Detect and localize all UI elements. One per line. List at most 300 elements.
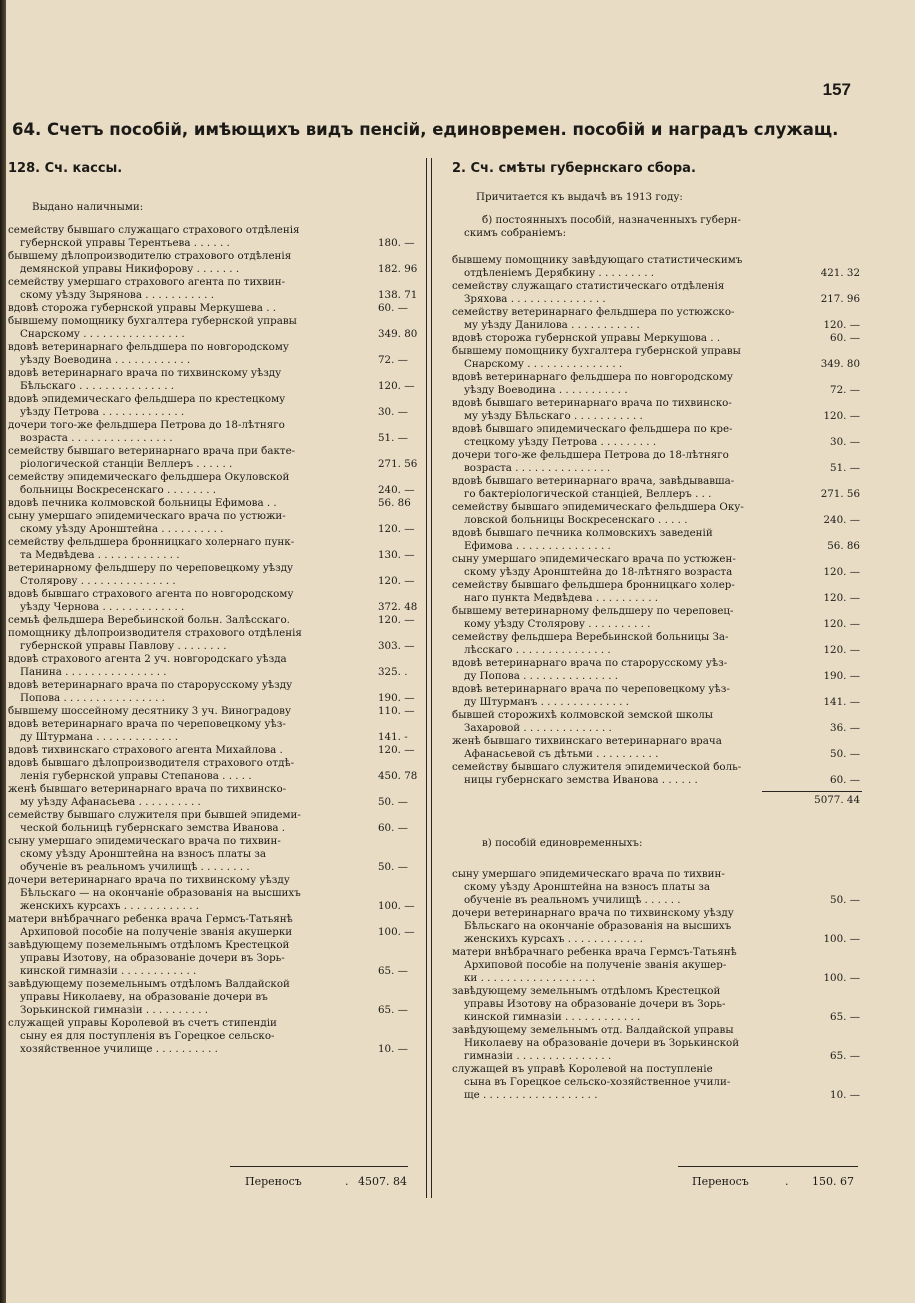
right-b-entry-description: [452, 735, 798, 761]
left-entry-line: Столярову . . . . . . . . . . . . . . .: [20, 575, 176, 587]
right-v-entry: [452, 1063, 862, 1102]
right-v-entry: [452, 1024, 862, 1063]
right-b-entry: [452, 332, 862, 345]
left-entry-amount: 60. —: [378, 302, 408, 314]
left-entry-description: [8, 627, 364, 653]
left-entry-line: вдовѣ печника колмовской больницы Ефимова . .: [8, 497, 277, 509]
right-b-entry: [452, 709, 862, 735]
left-entry-line: ческой больницѣ губернскаго земства Иванова .: [20, 822, 286, 834]
right-b-entry-description: [452, 527, 798, 553]
left-entry: [8, 744, 420, 757]
left-entry: [8, 471, 420, 497]
right-v-entry-line: женскихъ курсахъ . . . . . . . . . . . .: [464, 933, 644, 945]
left-entry-line: женскихъ курсахъ . . . . . . . . . . . .: [20, 900, 200, 912]
right-b-entry: [452, 657, 862, 683]
right-b-entry-description: [452, 553, 798, 579]
left-entry-amount: 120. —: [378, 744, 415, 756]
right-b-entry-line: семейству бывшаго фельдшера бронницкаго холер-: [452, 579, 735, 591]
left-entry-line: ленія губернской управы Степанова . . . . .: [20, 770, 252, 782]
right-b-entry-amount: 120. —: [823, 566, 860, 578]
left-entry-line: та Медвѣдева . . . . . . . . . . . . .: [20, 549, 180, 561]
right-carry-amount: 150. 67: [812, 1175, 854, 1188]
total-b-rule: [762, 791, 862, 792]
right-v-entry-line: сына въ Горецкое сельско-хозяйственное учили-: [464, 1076, 731, 1088]
left-entry: [8, 588, 420, 614]
left-entry-line: бывшему дѣлопроизводителю страхового отдѣленія: [8, 250, 292, 262]
left-entry-description: [8, 783, 364, 809]
left-entry: [8, 224, 420, 250]
right-v-entry-line: обученіе въ реальномъ училищѣ . . . . . .: [464, 894, 681, 906]
left-entry-description: [8, 978, 364, 1017]
right-b-entry: [452, 501, 862, 527]
left-entry: [8, 809, 420, 835]
left-entry-description: [8, 536, 364, 562]
left-entry-description: [8, 367, 364, 393]
left-entry-line: обученіе въ реальномъ училищѣ . . . . . . . .: [20, 861, 250, 873]
right-b-entry-line: кому уѣзду Столярову . . . . . . . . . .: [464, 618, 651, 630]
right-b-entry: [452, 579, 862, 605]
left-entry-line: Архиповой пособіе на полученіе званія акушерки: [20, 926, 293, 938]
left-entry-line: вдовѣ бывшаго страхового агента по новгородскому: [8, 588, 294, 600]
right-v-entry-description: [452, 1063, 798, 1102]
right-b-entry-line: вдовѣ бывшаго эпидемическаго фельдшера по кре-: [452, 423, 733, 435]
left-entry-amount: 138. 71: [378, 289, 418, 301]
left-entry-line: губернской управы Павлову . . . . . . . .: [20, 640, 227, 652]
left-entry-description: [8, 419, 364, 445]
right-v-entry-line: дочери ветеринарнаго врача по тихвинскому уѣзду: [452, 907, 734, 919]
left-entry-amount: 120. —: [378, 380, 415, 392]
section-title: 64. Счетъ пособій, имѣющихъ видъ пенсій, единовремен. пособій и наградъ служащ.: [12, 120, 839, 139]
left-entry: [8, 276, 420, 302]
right-v-entry-line: завѣдующему земельнымъ отдѣломъ Крестецкой: [452, 985, 721, 997]
right-b-entry-amount: 120. —: [823, 410, 860, 422]
total-b-value: 5077. 44: [814, 794, 860, 806]
left-entry-line: семейству умершаго страхового агента по тихвин-: [8, 276, 286, 288]
left-entry-line: вдовѣ ветеринарнаго врача по старорусскому уѣзду: [8, 679, 293, 691]
left-entry: [8, 510, 420, 536]
right-b-entry-amount: 60. —: [830, 332, 860, 344]
right-v-entry-line: управы Изотову на образованіе дочери въ Зорь-: [464, 998, 726, 1010]
right-b-entry-description: [452, 683, 798, 709]
left-entry: [8, 653, 420, 679]
left-entry: [8, 250, 420, 276]
left-entry-description: [8, 562, 364, 588]
left-entry-amount: 141. -: [378, 731, 408, 743]
left-entry-line: дочери ветеринарнаго врача по тихвинскому уѣзду: [8, 874, 290, 886]
left-entry-line: бывшему помощнику бухгалтера губернской управы: [8, 315, 297, 327]
left-entry-description: [8, 315, 364, 341]
right-v-entry-description: [452, 1024, 798, 1063]
right-b-entry-line: вдовѣ ветеринарнаго врача по череповецкому уѣз-: [452, 683, 730, 695]
left-entry-description: [8, 302, 364, 315]
left-entry-line: ду Штурмана . . . . . . . . . . . . .: [20, 731, 179, 743]
left-entry-amount: 120. —: [378, 614, 415, 626]
left-entry-line: уѣзду Чернова . . . . . . . . . . . . .: [20, 601, 185, 613]
right-v-entry: [452, 907, 862, 946]
left-entry-amount: 120. —: [378, 575, 415, 587]
right-b-entry-line: наго пункта Медвѣдева . . . . . . . . . .: [464, 592, 659, 604]
page-number: 157: [822, 80, 851, 99]
column-divider: [426, 158, 432, 1198]
left-entry-description: [8, 614, 364, 627]
right-b-entry-description: [452, 579, 798, 605]
right-b-entry-line: Захаровой . . . . . . . . . . . . . .: [464, 722, 612, 734]
right-v-entry: [452, 868, 862, 907]
right-b-entry-line: вдовѣ сторожа губернской управы Меркушова . .: [452, 332, 721, 344]
left-entry-line: завѣдующему поземельнымъ отдѣломъ Крестецкой: [8, 939, 290, 951]
right-b-entry-amount: 141. —: [823, 696, 860, 708]
left-entry-amount: 180. —: [378, 237, 415, 249]
right-carry-dot: .: [785, 1175, 789, 1188]
left-carry-rule: [230, 1166, 408, 1167]
left-entry-line: кинской гимназіи . . . . . . . . . . . .: [20, 965, 197, 977]
left-entry-line: вдовѣ страхового агента 2 уч. новгородскаго уѣзда: [8, 653, 287, 665]
right-v-entry-amount: 100. —: [823, 972, 860, 984]
left-entry-line: Снарскому . . . . . . . . . . . . . . . .: [20, 328, 185, 340]
left-entry: [8, 679, 420, 705]
right-b-entry-description: [452, 657, 798, 683]
left-entry-line: губернской управы Терентьева . . . . . .: [20, 237, 230, 249]
right-b-entry: [452, 553, 862, 579]
left-entry-description: [8, 809, 364, 835]
book-spine-edge: [0, 0, 6, 1303]
right-b-entry-line: сыну умершаго эпидемическаго врача по устюжен-: [452, 553, 736, 565]
right-b-entry-line: уѣзду Воеводина . . . . . . . . . . .: [464, 384, 628, 396]
right-b-entry-line: ницы губернскаго земства Иванова . . . . . .: [464, 774, 698, 786]
left-entry-line: семейству эпидемическаго фельдшера Окуловской: [8, 471, 290, 483]
left-entry-line: Попова . . . . . . . . . . . . . . . .: [20, 692, 165, 704]
left-entry-line: Бѣльскаго . . . . . . . . . . . . . . .: [20, 380, 175, 392]
left-entry-description: [8, 510, 364, 536]
right-b-entry-line: бывшему помощнику бухгалтера губернской управы: [452, 345, 741, 357]
left-entry-line: Панина . . . . . . . . . . . . . . . .: [20, 666, 167, 678]
right-v-entry-line: ки . . . . . . . . . . . . . . . . . .: [464, 972, 596, 984]
right-b-entry-description: [452, 280, 798, 306]
right-b-entry-amount: 72. —: [830, 384, 860, 396]
left-entry-description: [8, 1017, 364, 1056]
left-column-heading: 128. Сч. кассы.: [8, 161, 123, 176]
left-subheading: Выдано наличными:: [32, 201, 144, 213]
left-carry-amount: 4507. 84: [358, 1175, 407, 1188]
left-entry: [8, 718, 420, 744]
left-entry-amount: 303. —: [378, 640, 415, 652]
right-b-entry-line: ду Штурманъ . . . . . . . . . . . . . .: [464, 696, 629, 708]
right-v-entry-line: гимназіи . . . . . . . . . . . . . . .: [464, 1050, 612, 1062]
left-entry-line: вдовѣ бывшаго дѣлопроизводителя страхового отдѣ-: [8, 757, 295, 769]
right-b-entry-amount: 190. —: [823, 670, 860, 682]
left-entry-description: [8, 757, 364, 783]
right-v-entry-line: сыну умершаго эпидемическаго врача по тихвин-: [452, 868, 725, 880]
right-b-entry-line: вдовѣ бывшаго печника колмовскихъ заведеній: [452, 527, 713, 539]
right-b-entry-description: [452, 345, 798, 371]
right-b-entry-description: [452, 371, 798, 397]
left-entry-description: [8, 835, 364, 874]
right-b-entry: [452, 449, 862, 475]
left-carry-label: Переносъ: [245, 1175, 302, 1188]
left-entry-line: управы Изотову, на образованіе дочери въ Зорь-: [20, 952, 285, 964]
left-entry-line: скому уѣзду Зырянова . . . . . . . . . . .: [20, 289, 215, 301]
right-v-entry-amount: 50. —: [830, 894, 860, 906]
left-entry: [8, 705, 420, 718]
right-b-entry-line: вдовѣ бывшаго ветеринарнаго врача, завѣдывавша-: [452, 475, 735, 487]
left-entry: [8, 445, 420, 471]
right-v-entry-line: Николаеву на образованіе дочери въ Зорькинской: [464, 1037, 740, 1049]
left-entry: [8, 562, 420, 588]
left-entry-description: [8, 718, 364, 744]
left-entry-amount: 50. —: [378, 796, 408, 808]
right-b-entry: [452, 761, 862, 787]
left-entry-line: женѣ бывшаго ветеринарнаго врача по тихвинско-: [8, 783, 287, 795]
left-entry-line: сыну ея для поступленія въ Горецкое сельско-: [20, 1030, 275, 1042]
left-entry-line: больницы Воскресенскаго . . . . . . . .: [20, 484, 217, 496]
right-b-entry-line: возраста . . . . . . . . . . . . . . .: [464, 462, 611, 474]
right-b-entry: [452, 345, 862, 371]
left-entry-amount: 349. 80: [378, 328, 418, 340]
left-entry-line: вдовѣ эпидемическаго фельдшера по крестецкому: [8, 393, 286, 405]
right-b-entry: [452, 423, 862, 449]
left-entry-line: матери внѣбрачнаго ребенка врача Гермсъ-Татьянѣ: [8, 913, 293, 925]
right-b-entry-line: лѣсскаго . . . . . . . . . . . . . . .: [464, 644, 611, 656]
left-entry-amount: 182. 96: [378, 263, 418, 275]
right-b-entry-amount: 30. —: [830, 436, 860, 448]
right-entries-v-list: [452, 868, 862, 1102]
right-b-entry-line: скому уѣзду Аронштейна до 18-лѣтняго возраста: [464, 566, 733, 578]
right-v-entry-line: ще . . . . . . . . . . . . . . . . . .: [464, 1089, 598, 1101]
right-b-entry-amount: 120. —: [823, 644, 860, 656]
right-b-entry-line: семейству бывшаго эпидемическаго фельдшера Оку-: [452, 501, 744, 513]
right-b-entry-amount: 120. —: [823, 319, 860, 331]
right-b-entry-description: [452, 709, 798, 735]
right-b-entry-amount: 271. 56: [820, 488, 860, 500]
left-entry-amount: 372. 48: [378, 601, 418, 613]
left-entry-line: хозяйственное училище . . . . . . . . . .: [20, 1043, 218, 1055]
right-b-entry-description: [452, 423, 798, 449]
left-entry-line: возраста . . . . . . . . . . . . . . . .: [20, 432, 173, 444]
right-b-entry: [452, 254, 862, 280]
right-b-entry-amount: 421. 32: [820, 267, 860, 279]
subsection-b-heading: б) постоянныхъ пособій, назначенныхъ губерн-: [482, 214, 741, 226]
left-entry-line: скому уѣзду Аронштейна на взносъ платы за: [20, 848, 267, 860]
left-entry-description: [8, 276, 364, 302]
right-b-entry-description: [452, 761, 798, 787]
right-b-entry-line: семейству фельдшера Веребьинской больницы За-: [452, 631, 729, 643]
left-entry-amount: 100. —: [378, 900, 415, 912]
right-b-entry-description: [452, 631, 798, 657]
right-b-entry-line: му уѣзду Бѣльскаго . . . . . . . . . . .: [464, 410, 643, 422]
left-entry-amount: 60. —: [378, 822, 408, 834]
right-b-entry: [452, 527, 862, 553]
left-entry-amount: 271. 56: [378, 458, 418, 470]
left-entry: [8, 315, 420, 341]
left-entry-description: [8, 224, 364, 250]
left-carry-dot: .: [345, 1175, 349, 1188]
left-entry-line: сыну умершаго эпидемическаго врача по тихвин-: [8, 835, 281, 847]
left-entry: [8, 835, 420, 874]
left-entry-amount: 130. —: [378, 549, 415, 561]
right-b-entry: [452, 735, 862, 761]
right-b-entry-description: [452, 501, 798, 527]
right-b-entry-amount: 36. —: [830, 722, 860, 734]
right-b-entry-line: отдѣленіемъ Дерябкину . . . . . . . . .: [464, 267, 655, 279]
right-b-entry-line: бывшему ветеринарному фельдшеру по череповец-: [452, 605, 734, 617]
left-entry-amount: 56. 86: [378, 497, 411, 509]
left-entry-description: [8, 588, 364, 614]
right-b-entry-amount: 60. —: [830, 774, 860, 786]
left-entry-line: ветеринарному фельдшеру по череповецкому уѣзду: [8, 562, 294, 574]
right-intro: Причитается къ выдачѣ въ 1913 году:: [476, 191, 683, 203]
right-b-entry: [452, 605, 862, 631]
left-entry: [8, 939, 420, 978]
left-entry-amount: 50. —: [378, 861, 408, 873]
left-entry-amount: 30. —: [378, 406, 408, 418]
left-entry-line: вдовѣ тихвинскаго страхового агента Михайлова .: [8, 744, 283, 756]
left-entry-description: [8, 679, 364, 705]
right-b-entry-amount: 56. 86: [827, 540, 860, 552]
left-entry-line: вдовѣ ветеринарнаго фельдшера по новгородскому: [8, 341, 289, 353]
left-entry: [8, 341, 420, 367]
left-entry: [8, 497, 420, 510]
right-b-entry-line: семейству служащаго статистическаго отдѣленія: [452, 280, 725, 292]
right-b-entry-line: Снарскому . . . . . . . . . . . . . . .: [464, 358, 623, 370]
right-v-entry-description: [452, 946, 798, 985]
right-entries-b-list: [452, 254, 862, 787]
right-b-entry-amount: 120. —: [823, 592, 860, 604]
right-b-entry-description: [452, 306, 798, 332]
left-entry: [8, 367, 420, 393]
right-v-entry-line: скому уѣзду Аронштейна на взносъ платы за: [464, 881, 711, 893]
right-v-entry-line: завѣдующему земельнымъ отд. Валдайской управы: [452, 1024, 734, 1036]
right-b-entry: [452, 683, 862, 709]
right-b-entry-line: стецкому уѣзду Петрова . . . . . . . . .: [464, 436, 657, 448]
right-b-entry-line: го бактеріологической станціей, Веллеръ . . .: [464, 488, 712, 500]
left-entry-description: [8, 471, 364, 497]
right-v-entry-description: [452, 868, 798, 907]
left-entry-description: [8, 445, 364, 471]
right-b-entry-amount: 240. —: [823, 514, 860, 526]
left-entry-description: [8, 939, 364, 978]
left-entry-line: Зорькинской гимназіи . . . . . . . . . .: [20, 1004, 209, 1016]
right-b-entry-description: [452, 449, 798, 475]
left-entry-description: [8, 913, 364, 939]
right-b-entry-line: му уѣзду Данилова . . . . . . . . . . .: [464, 319, 640, 331]
left-entry-line: вдовѣ сторожа губернской управы Меркушева . .: [8, 302, 277, 314]
left-entry-line: семейству бывшаго ветеринарнаго врача при бакте-: [8, 445, 296, 457]
right-v-entry: [452, 985, 862, 1024]
left-entry-description: [8, 744, 364, 757]
right-v-entry-amount: 65. —: [830, 1011, 860, 1023]
left-entry-line: служащей управы Королевой въ счетъ стипендіи: [8, 1017, 277, 1029]
subsection-v-heading: в) пособій единовременныхъ:: [482, 837, 643, 849]
right-carry-label: Переносъ: [692, 1175, 749, 1188]
right-v-entry-line: служащей въ управѣ Королевой на поступленіе: [452, 1063, 713, 1075]
left-entry: [8, 419, 420, 445]
left-entry-line: демянской управы Никифорову . . . . . . .: [20, 263, 240, 275]
right-b-entry-description: [452, 254, 798, 280]
right-v-entry-amount: 100. —: [823, 933, 860, 945]
left-entry: [8, 978, 420, 1017]
left-entry-line: завѣдующему поземельнымъ отдѣломъ Валдайской: [8, 978, 290, 990]
right-v-entry-amount: 65. —: [830, 1050, 860, 1062]
right-b-entry-amount: 349. 80: [820, 358, 860, 370]
left-entry-line: дочери того-же фельдшера Петрова до 18-лѣтняго: [8, 419, 285, 431]
left-entry-line: семейству бывшаго служащаго страхового отдѣленія: [8, 224, 300, 236]
left-entry: [8, 757, 420, 783]
right-v-entry-line: кинской гимназіи . . . . . . . . . . . .: [464, 1011, 641, 1023]
right-b-entry-line: женѣ бывшаго тихвинскаго ветеринарнаго врача: [452, 735, 722, 747]
right-b-entry-description: [452, 475, 798, 501]
right-b-entry-line: семейству ветеринарнаго фельдшера по устюжско-: [452, 306, 735, 318]
left-entry-description: [8, 705, 364, 718]
right-b-entry-line: вдовѣ ветеринарнаго врача по старорусскому уѣз-: [452, 657, 728, 669]
left-entry: [8, 393, 420, 419]
left-entry-line: семейству бывшаго служителя при бывшей эпидеми-: [8, 809, 301, 821]
right-b-entry-line: Зряхова . . . . . . . . . . . . . . .: [464, 293, 606, 305]
left-entry-line: вдовѣ ветеринарнаго врача по тихвинскому уѣзду: [8, 367, 282, 379]
right-b-entry-description: [452, 332, 798, 345]
left-entry-amount: 190. —: [378, 692, 415, 704]
right-b-entry-line: бывшему помощнику завѣдующаго статистическимъ: [452, 254, 743, 266]
right-b-entry-line: вдовѣ ветеринарнаго фельдшера по новгородскому: [452, 371, 733, 383]
left-entry-amount: 10. —: [378, 1043, 408, 1055]
right-b-entry-line: дочери того-же фельдшера Петрова до 18-лѣтняго: [452, 449, 729, 461]
left-entry-amount: 120. —: [378, 523, 415, 535]
right-v-entry-description: [452, 907, 798, 946]
left-entry-line: вдовѣ ветеринарнаго врача по череповецкому уѣз-: [8, 718, 286, 730]
right-b-entry-description: [452, 397, 798, 423]
left-entry-line: уѣзду Петрова . . . . . . . . . . . . .: [20, 406, 185, 418]
left-column: [8, 162, 420, 1056]
left-entry-description: [8, 250, 364, 276]
right-v-entry: [452, 946, 862, 985]
right-b-entry-line: ловской больницы Воскресенскаго . . . . .: [464, 514, 688, 526]
left-entry: [8, 874, 420, 913]
left-entry-line: семьѣ фельдшера Веребьинской больн. Залѣсскаго.: [8, 614, 290, 626]
left-entry-amount: 72. —: [378, 354, 408, 366]
right-b-entry: [452, 397, 862, 423]
right-b-entry-amount: 217. 96: [820, 293, 860, 305]
left-entry: [8, 627, 420, 653]
right-b-entry: [452, 280, 862, 306]
left-entry: [8, 536, 420, 562]
left-entry-line: сыну умершаго эпидемическаго врача по устюжи-: [8, 510, 286, 522]
right-b-entry-amount: 51. —: [830, 462, 860, 474]
left-entry: [8, 913, 420, 939]
left-entries-list: [8, 224, 420, 1056]
right-b-entry: [452, 631, 862, 657]
left-entry-amount: 65. —: [378, 965, 408, 977]
right-v-entry-line: Архиповой пособіе на полученіе званія акушер-: [464, 959, 727, 971]
right-b-entry-line: Афанасьевой съ дѣтьми . . . . . . . . . .: [464, 748, 659, 760]
right-v-entry-line: матери внѣбрачнаго ребенка врача Гермсъ-Татьянѣ: [452, 946, 737, 958]
left-entry-amount: 65. —: [378, 1004, 408, 1016]
left-entry-line: скому уѣзду Аронштейна . . . . . . . . . .: [20, 523, 224, 535]
right-b-entry-description: [452, 605, 798, 631]
left-entry: [8, 1017, 420, 1056]
left-entry-amount: 240. —: [378, 484, 415, 496]
right-v-entry-line: Бѣльскаго на окончаніе образованія на высшихъ: [464, 920, 732, 932]
left-entry-line: семейству фельдшера бронницкаго холернаго пунк-: [8, 536, 295, 548]
right-v-entry-amount: 10. —: [830, 1089, 860, 1101]
left-entry-description: [8, 497, 364, 510]
left-entry-description: [8, 393, 364, 419]
left-entry-line: Бѣльскаго — на окончаніе образованія на высшихъ: [20, 887, 301, 899]
right-b-entry-line: семейству бывшаго служителя эпидемической боль-: [452, 761, 742, 773]
left-entry-line: управы Николаеву, на образованіе дочери въ: [20, 991, 268, 1003]
right-b-entry-line: вдовѣ бывшаго ветеринарнаго врача по тихвинско-: [452, 397, 732, 409]
left-entry-line: бывшему шоссейному десятнику 3 уч. Виноградову: [8, 705, 291, 717]
right-v-entry-description: [452, 985, 798, 1024]
right-b-entry-amount: 120. —: [823, 618, 860, 630]
